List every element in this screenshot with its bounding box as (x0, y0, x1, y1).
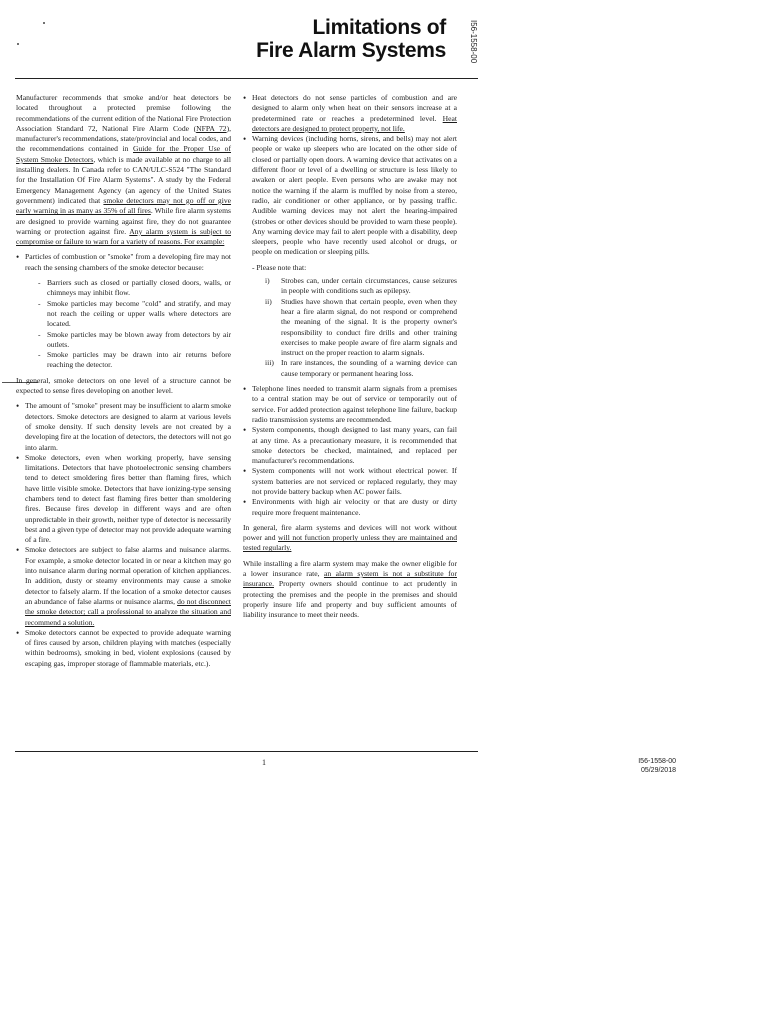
particles-list (16, 252, 231, 273)
list-item: • Smoke detectors, even when working properly, have sensing limitations. Detectors that have photoelectronic sensing chambers tend to detect smoldering fires better than flaming fires, which have little visible smoke. Detectors that have ionizing-type sensing chambers tend to detect fast flaming fires better than smoldering fires. Because fires develop in different ways and are often unpredictable in their growth, neither type of detector is necessarily best and a given type of detector may not provide adequate warning of a fire. (16, 453, 231, 546)
list-item: • Particles of combustion or "smoke" from a developing fire may not reach the sensing chambers of the smoke detector because: (16, 252, 231, 273)
system-bullets (243, 384, 457, 518)
list-item: • Telephone lines needed to transmit alarm signals from a premises to a central station may be out of service or temporarily out of service. For added protection against telephone line failure, backup radio transmission systems are recommended. (243, 384, 457, 425)
scan-speck (17, 43, 19, 45)
note-list (243, 276, 457, 379)
list-item: • System components will not work without electrical power. If system batteries are not serviced or replaced regularly, they may not provide battery backup when AC power fails. (243, 466, 457, 497)
list-item: • Environments with high air velocity or that are dusty or dirty require more frequent maintenance. (243, 497, 457, 518)
device-bullets (243, 93, 457, 258)
list-item: - Smoke particles may become "cold" and stratify, and may not reach the ceiling or upper walls where detectors are located. (38, 299, 231, 330)
list-item: • Warning devices (including horns, sirens, and bells) may not alert people or wake up sleepers who are located on the other side of closed or partially open doors. A warning device that activates on a different floor or level of a dwelling or structure is less likely to awaken or alert people. Even persons who are awake may not notice the warning if the alarm is muffled by noise from a stereo, radio, air conditioner or other appliance, or by passing traffic. Audible warning devices may not alert the hearing-impaired (strobes or other devices should be provided to warn these people). Any warning device may fail to alert people with a disability, deep sleepers, people who have recently used alcohol or drugs, or people on medication or sleeping pills. (243, 134, 457, 258)
footer-rule (15, 751, 478, 752)
please-note: - Please note that: (252, 262, 307, 272)
list-item: ii) Studies have shown that certain people, even when they hear a fire alarm signal, do not respond or comprehend the meaning of the signal. It is the property owner's responsibility to conduct fire drills and other training exercises to make people aware of fire alarm signals and instruct on the proper reaction to alarm signals. (265, 296, 457, 358)
footer-date: 05/29/2018 (640, 767, 676, 774)
title-line-2: Fire Alarm Systems (256, 39, 446, 62)
list-item: • The amount of "smoke" present may be insufficient to alarm smoke detectors. Smoke detectors are designed to alarm at various levels of smoke density. If such density levels are not created by a developing fire at the location of detectors, the detectors will not go into alarm. (16, 401, 231, 452)
list-item: • System components, though designed to last many years, can fail at any time. As a precautionary measure, it is recommended that smoke detectors be checked, maintained, and replaced per manufacturer's recommendations. (243, 425, 457, 466)
title-line-1: Limitations of (312, 16, 446, 39)
header-rule (15, 78, 478, 79)
page-title (256, 16, 446, 62)
list-item: - Barriers such as closed or partially closed doors, walls, or chimneys may inhibit flow. (38, 278, 231, 299)
intro-paragraph: Manufacturer recommends that smoke and/or heat detectors be located throughout a protected premise following the recommendations of the current edition of the National Fire Protection Association Standard 72, National Fire Alarm Code (NFPA 72), manufacturer's recommendations, state/provincial and local codes, and the recommendations contained in Guide for the Proper Use of System Smoke Detectors, which is made available at no charge to all installing dealers. In Canada refer to CAN/ULC-S524 "The Standard for the Installation Of Fire Alarm Systems". A study by the Federal Emergency Management Agency (an agency of the United States government) indicated that smoke detectors may not go off or give early warning in as many as 35% of all fires. While fire alarm systems are designed to provide warning against fire, they do not guarantee warning or protection against fire. Any alarm system is subject to compromise or failure to warn for a variety of reasons. For example: (16, 93, 232, 247)
barrier-dash-list (16, 278, 231, 371)
list-item: - Smoke particles may be blown away from detectors by air outlets. (38, 330, 231, 351)
left-column (16, 93, 231, 674)
general-paragraph: In general, smoke detectors on one level of a structure cannot be expected to sense fires developing on another level. (16, 375, 231, 396)
right-column (243, 93, 457, 626)
list-item: i) Strobes can, under certain circumstances, cause seizures in people with conditions such as epilepsy. (265, 276, 457, 296)
list-item: • Smoke detectors are subject to false alarms and nuisance alarms. For example, a smoke detector located in or near a kitchen may go into nuisance alarm during normal operation of kitchen appliances. In addition, dusty or steamy environments may cause a smoke detector to falsely alarm. If the location of a smoke detector causes an abundance of false alarms or nuisance alarms, do not disconnect the smoke detector; call a professional to analyze the situation and recommend a solution. (16, 545, 231, 627)
smoke-detector-bullets (16, 401, 231, 669)
insurance-paragraph: While installing a fire alarm system may make the owner eligible for a lower insurance rate, an alarm system is not a substitute for insurance. Property owners should continue to act prudently in protecting the premises and the people in the premises and should properly insure life and property and buy sufficient amounts of liability insurance to meet their needs. (243, 558, 457, 620)
list-item: • Smoke detectors cannot be expected to provide adequate warning of fires caused by arson, children playing with matches (especially within bedrooms), smoking in bed, violent explosions (caused by escaping gas, improper storage of flammable materials, etc.). (16, 628, 231, 669)
footer-doc-id: I56-1558-00 (638, 758, 676, 765)
maintenance-paragraph: In general, fire alarm systems and devices will not work without power and will not function properly unless they are maintained and tested regularly. (243, 522, 457, 553)
vertical-doc-id: I56-1558-00 (469, 20, 478, 64)
footer-doc-info (628, 757, 676, 775)
list-item: iii) In rare instances, the sounding of a warning device can cause temporary or permanent hearing loss. (265, 358, 457, 378)
scan-speck (43, 22, 45, 24)
list-item: • Heat detectors do not sense particles of combustion and are designed to alarm only when heat on their sensors increase at a predetermined rate or reaches a predetermined level. Heat detectors are designed to protect property, not life. (243, 93, 457, 134)
page-number: 1 (262, 758, 266, 767)
list-item: - Smoke particles may be drawn into air returns before reaching the detector. (38, 350, 231, 371)
